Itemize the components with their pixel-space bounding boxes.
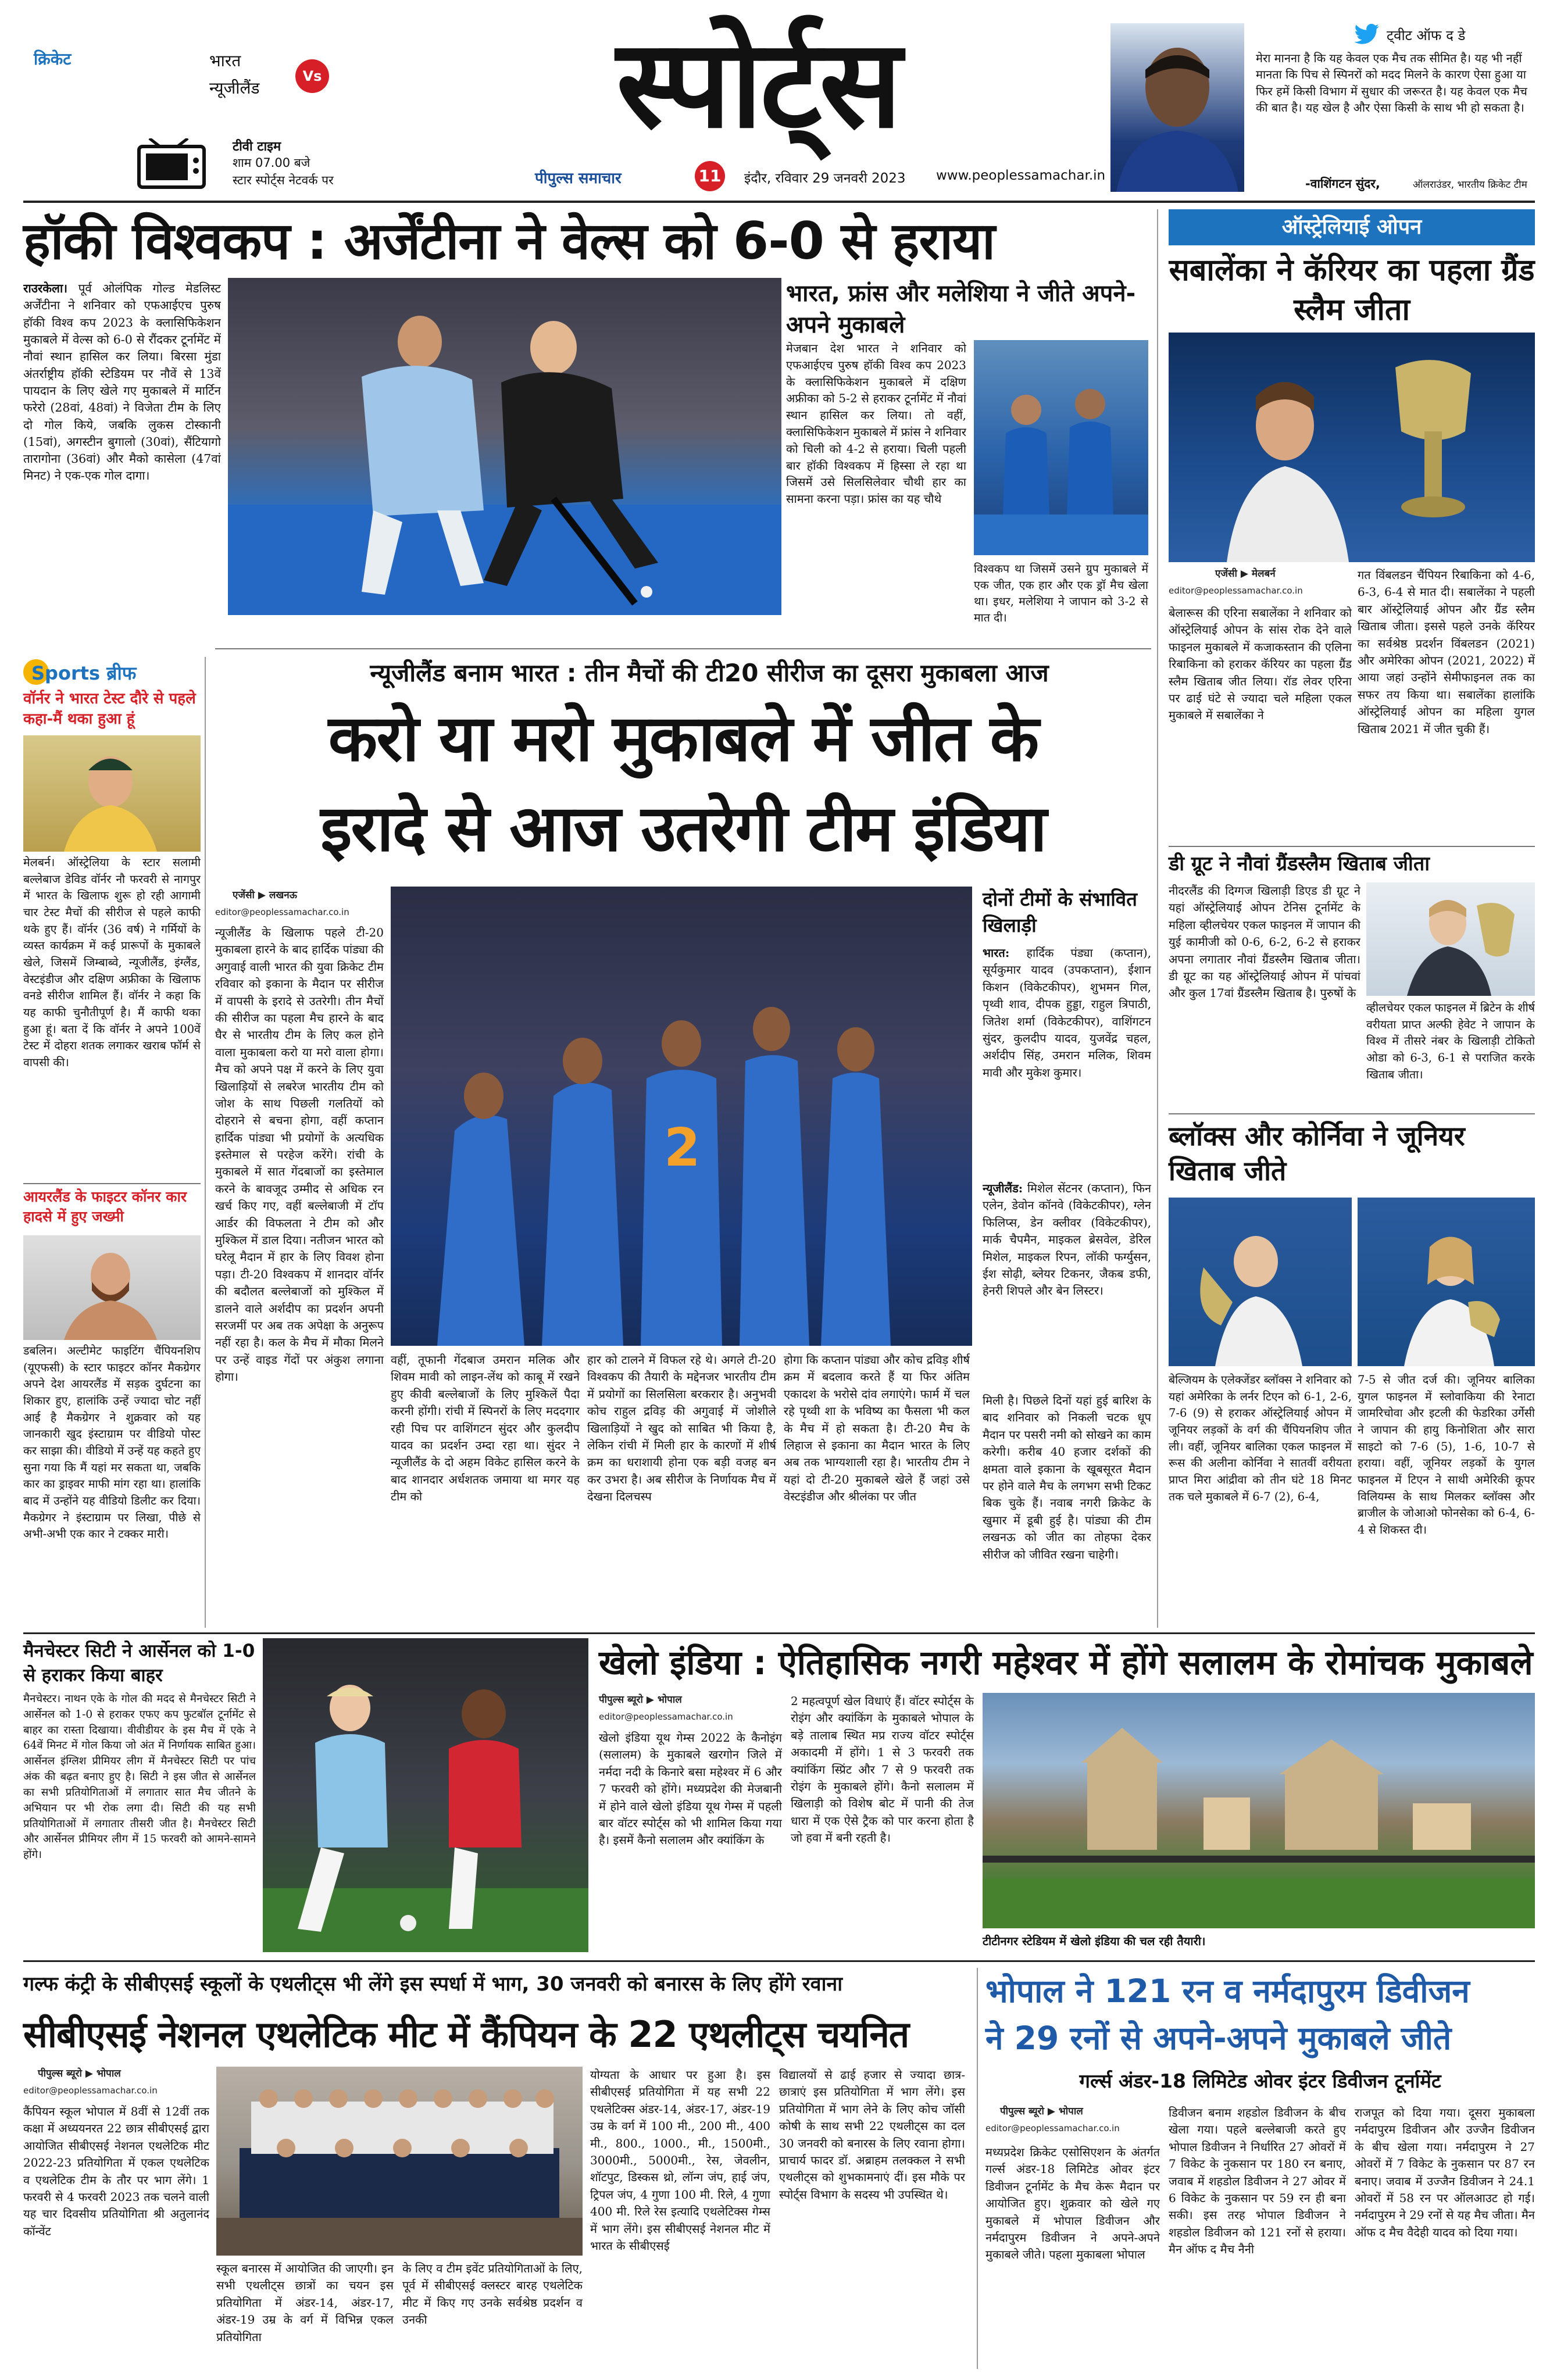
degroot-divider xyxy=(1169,846,1535,847)
stadium-caption: टीटीनगर स्टेडियम में खेलो इंडिया की चल रही तैयारी। xyxy=(983,1934,1206,1948)
bhopal-headline-line2: ने 29 रनों से अपने-अपने मुकाबले जीते xyxy=(985,2020,1452,2057)
twitter-icon xyxy=(1355,23,1380,44)
hockey-subheadline: भारत, फ्रांस और मलेशिया ने जीते अपने-अपने मुकाबले xyxy=(786,280,1136,338)
aus-open-email: editor@peoplessamachar.co.in xyxy=(1169,585,1303,596)
cricket-headline-line1: करो या मरो मुकाबले में जीत के xyxy=(328,701,1038,776)
bhopal-email: editor@peoplessamachar.co.in xyxy=(985,2123,1120,2134)
tweet-author: -वाशिंगटन सुंदर, xyxy=(1305,177,1380,191)
hockey-dateline: राउरकेला। xyxy=(23,281,68,295)
left-column-divider xyxy=(205,657,206,1628)
korneeva-photo xyxy=(1358,1198,1535,1366)
team-a: भारत xyxy=(209,51,241,70)
india-squad xyxy=(983,945,1151,1177)
degroot-headline: डी ग्रूट ने नौवां ग्रैंडस्लैम खिताब जीता xyxy=(1169,852,1430,875)
warner-body: मेलबर्न। ऑस्ट्रेलिया के स्टार सलामी बल्लेबाज डेविड वॉर्नर नौ फरवरी से नागपुर में भारत के खिलाफ शुरू हो रही आगामी चार टेस्ट मैचों की सीरीज से पहले काफी थके हुए हैं। वॉर्नर (36 वर्ष) ने गर्मियों के व्यस्त कार्यक्रम में कई प्रारूपों के मुकाबले खेले, जिसमें जिम्बाब्वे, न्यूजीलैंड, इंग्लैंड, वेस्टइंडीज और दक्षिण अफ्रीका के खिलाफ वनडे सीरीज शामिल हैं। वॉर्नर ने कहा कि यह काफी चुनौतीपूर्ण है। मैं काफी थका हुआ हूं। बता दें कि वॉर्नर ने अपने 100वें टेस्ट में दोहरा शतक लगाकर खराब फॉर्म से वापसी की। xyxy=(23,856,201,1069)
tv-time: शाम 07.00 बजे xyxy=(233,156,310,170)
bhopal-divider xyxy=(977,1968,978,2369)
khelo-col1: खेलो इंडिया यूथ गेम्स 2022 के कैनोइंग (सलालम) के मुकाबले खरगोन जिले में नर्मदा नदी के किनारे बसा महेश्वर में 6 और 7 फरवरी को होंगे। मध्यप्रदेश की मेजबानी में होने वाले खेलो इंडिया यूथ गेम्स में पहली बार वॉटर स्पोर्ट्स को भी शामिल किया गया है। इसमें कैनो सलालम और क्यांकिंग के xyxy=(599,1731,782,1847)
tv-icon xyxy=(137,138,206,190)
section-title: स्पोर्ट्स xyxy=(616,13,900,155)
blockx-photo xyxy=(1169,1198,1352,1366)
tweet-author-photo xyxy=(1110,23,1244,192)
team-b: न्यूजीलैंड xyxy=(209,78,260,98)
hockey-sub-story xyxy=(786,340,966,631)
masthead xyxy=(23,13,1535,201)
cricket-email: editor@peoplessamachar.co.in xyxy=(215,907,349,917)
paper-name: पीपुल्स समाचार xyxy=(535,170,622,187)
khelo-col2: 2 महत्वपूर्ण खेल विधाएं हैं। वॉटर स्पोर्ट्स के रोइंग और क्यांकिंग के मुकाबले भोपाल के बड़े तालाब स्थित मप्र राज्य वॉटर स्पोर्ट्स अकादमी में होंगे। 1 से 3 फरवरी तक क्यांकिंग स्प्रिंट और 7 से 9 फरवरी तक रोइंग के मुकाबले होंगे। कैनो सलालम में खिलाड़ी को विशेष बोट में पानी की तेज धारा में एक ऐसे ट्रैक को पार करना होता है जो हवा में बनी रहती है। xyxy=(791,1694,974,1845)
tweet-text: मेरा मानना है कि यह केवल एक मैच तक सीमित है। यह भी नहीं मानता कि पिच से स्पिनरों को मदद मिलने के कारण ऐसा हुआ या फिर हमें किसी विभाग में सुधार की जरूरत है। यह केवल एक मैच की बात है। यह खेल है और ऐसा किसी के साथ भी हो सकता है। xyxy=(1256,51,1527,115)
sports-brief-label xyxy=(23,658,201,687)
match-category: क्रिकेट xyxy=(34,49,72,69)
mcgregor-divider xyxy=(23,1183,201,1184)
hockey-sub-story-2: विश्वकप था जिसमें उसने ग्रुप मुकाबले में एक जीत, एक हार और एक ड्रॉ मैच खेला था। इधर, मलेशिया ने जापान को 3-2 से मात दी। xyxy=(974,562,1148,624)
vs-badge: Vs xyxy=(295,59,329,93)
degroot-photo xyxy=(1366,882,1535,996)
svg-text:2: 2 xyxy=(664,1117,701,1178)
page-number: 11 xyxy=(695,161,725,191)
tv-network: स्टार स्पोर्ट्स नेटवर्क पर xyxy=(233,173,334,187)
website: www.peoplessamachar.in xyxy=(936,168,1106,183)
cricket-kicker: न्यूजीलैंड बनाम भारत : तीन मैचों की टी20 सीरीज का दूसरा मुकाबला आज xyxy=(370,659,1049,687)
bhopal-subheadline: गर्ल्स अंडर-18 लिमिटेड ओवर इंटर डिवीजन टूर्नामेंट xyxy=(1079,2070,1441,2092)
cbse-kicker: गल्फ कंट्री के सीबीएसई स्कूलों के एथलीट्स भी लेंगे इस स्पर्धा में भाग, 30 जनवरी को बनारस के लिए होंगे रवाना xyxy=(23,1972,843,1996)
squads-heading: दोनों टीमों के संभावित खिलाड़ी xyxy=(983,888,1137,937)
sabalenka-photo xyxy=(1169,333,1535,562)
cbse-col4: योग्यता के आधार पर हुआ है। इस सीबीएसई प्रतियोगिता में यह सभी 22 एथलेटिक्स अंडर-14, अंडर-17, अंडर-19 उम्र के वर्ग में 100 मी., 200 मी., 400 मी., 800., 1000., मी., 1500मी., 3000मी., 5000मी., रेस, जेवलीन, शॉटपुट, डिस्कस थ्रो, लॉन्ग जंप, हाई जंप, ट्रिपल जंप, 4 गुणा 100 मी. रिले, 4 गुणा 400 मी. रिले रेस इत्यादि एथलेटिक्स गेम्स में भाग लेंगे। इस सीबीएसई नेशनल मीट में भारत के सीबीएसई xyxy=(590,2068,770,2253)
lower-divider xyxy=(23,1632,1535,1634)
india-hockey-photo xyxy=(974,340,1148,555)
tv-channel: टीवी टाइम xyxy=(233,140,281,154)
degroot-body: नीदरलैंड की दिग्गज खिलाड़ी डिएड डी ग्रूट ने यहां ऑस्ट्रेलियाई ओपन टेनिस टूर्नामेंट के महिला व्हीलचेयर एकल फाइनल में जापान की युई कामीजी को 0-6, 6-2, 6-2 से हराकर अपना लगातार नौवां ग्रैंडस्लैम खिताब जीता। डी ग्रूट का यह ऑस्ट्रेलियाई ओपन में पांचवां और कुल 17वां ग्रैंडस्लैम खिताब है। पुरुषों के xyxy=(1169,884,1360,1000)
cricket-headline-line2: इरादे से आज उतरेगी टीम इंडिया xyxy=(320,791,1046,866)
team-india-photo xyxy=(391,887,972,1346)
cbse-col2: स्कूल बनारस में आयोजित की जाएगी। इन सभी एथलीट्स छात्रों का चयन इस प्रतियोगिता में अंडर-14, अंडर-17, अंडर-19 उम्र के वर्ग में विभिन्न एकल प्रतियोगिता xyxy=(216,2261,394,2344)
hockey-photo xyxy=(228,278,781,615)
right-column-divider xyxy=(1157,209,1158,1628)
bhopal-col2: डिवीजन बनाम शहडोल डिवीजन के बीच खेला गया। पहले बल्लेबाजी करते हुए भोपाल डिवीजन ने निर्धारित 27 ओवरों में 7 विकेट के नुकसान पर 180 रन बनाए, जवाब में शहडोल डिवीजन ने 27 ओवर में 6 विकेट के नुकसान पर 59 रन ही बना सकी। इस तरह भोपाल डिवीजन ने शहडोल डिवीजन को 121 रनों से हराया। मैन ऑफ द मैच नैनी xyxy=(1169,2106,1346,2257)
cricket-col4: होगा कि कप्तान पांड्या और कोच द्रविड़ शीर्ष क्रम में बदलाव करते हैं या फिर अंतिम एकादश के भरोसे दांव लगाएंगे। फार्म में चल रहे पृथ्वी शा के भविष्य का फैसला भी कल के मैच में हो सकता है। टी-20 मैच के लिहाज से इकाना का मैदान भारत के लिए अब तक भाग्यशाली रहा है। भारतीय टीम ने यहां दो टी-20 मुकाबले खेले हैं जहां उसे वेस्टइंडीज और श्रीलंका पर जीत xyxy=(784,1353,970,1504)
cbse-col5: विद्यालयों से ढाई हजार से ज्यादा छात्र-छात्राएं इस प्रतियोगिता में भाग लेंगे। इस प्रतियोगिता में भाग लेने के लिए कोच जॉसी कोषी के साथ सभी 22 एथलीट्स का दल 30 जनवरी को बनारस के लिए रवाना होगा। प्राचार्य फादर डॉ. अब्राहम तलक्कल ने सभी एथलीट्स को शुभकामनाएं दीं। इस मौके पर स्पोर्ट्स विभाग के सदस्य भी उपस्थित थे। xyxy=(779,2068,965,2202)
mcgregor-body: डबलिन। अल्टीमेट फाइटिंग चैंपियनशिप (यूएफसी) के स्टार फाइटर कॉनर मैकग्रेगर अपने देश आयरलैंड में सड़क दुर्घटना का शिकार हुए, हालांकि उन्हें ज्यादा चोट नहीं आई है मैकग्रेगर ने शुक्रवार को यह जानकारी खुद इंस्टाग्राम पर वीडियो पोस्ट कर साझा की। वीडियो में उन्हें यह कहते हुए सुना गया कि मैं यहां मर सकता था, जबकि कार का ड्राइवर माफी मांग रहा था। हालांकि बाद में उन्होंने यह वीडियो डिलीट कर दिया। मैकग्रेगर ने इंस्टाग्राम पर लिखा, पीछे से अभी-अभी एक कार ने टक्कर मारी। xyxy=(23,1344,201,1541)
city-headline: मैनचेस्टर सिटी ने आर्सेनल को 1-0 से हराकर किया बाहर xyxy=(23,1641,255,1686)
cbse-email: editor@peoplessamachar.co.in xyxy=(23,2085,158,2096)
aus-open-headline: सबालेंका ने कॅरियर का पहला ग्रैंड स्लैम जीता xyxy=(1169,253,1535,327)
tweet-author-role: ऑलराउंडर, भारतीय क्रिकेट टीम xyxy=(1413,179,1527,191)
cricket-byline: एजेंसी ▶ लखनऊ xyxy=(233,889,298,901)
junior-body-1: बेल्जियम के एलेक्जेंडर ब्लॉक्स ने शनिवार को यहां अमेरिका के लर्नर टिएन को 6-1, 2-6, 7-6 (9) से हराकर ऑस्ट्रेलियाई ओपन में जूनियर लड़कों के वर्ग की चैंपियनशिप जीत ली। वहीं, जूनियर बालिका एकल फाइनल में रूस की अलीना कोर्निवा ने सातवीं वरीयता प्राप्त मिरा आंद्रीवा को तीन घंटे 18 मिनट तक चले मुकाबले में 6-7 (2), 6-4, xyxy=(1169,1373,1352,1503)
junior-body-2: 7-5 से जीत दर्ज की। जूनियर बालिका युगल फाइनल में स्लोवाकिया की रेनाटा जामरिचोवा और इटली की फेडरिका उर्गेसी ने जापान की हायु किनोशिता और सारा साइटो को 7-6 (5), 1-6, 10-7 से हराया। वहीं, जूनियर लड़कों के युगल फाइनल में टिएन ने साथी अमेरिकी कूपर विलियम्स के साथ मिलकर ब्लॉक्स और ब्राजील के जोआओ फोनसेका को 6-4, 6-4 से शिकस्त दी। xyxy=(1358,1373,1535,1536)
tv-box xyxy=(23,134,465,198)
junior-divider xyxy=(1169,1113,1535,1114)
sports-brief-text: Sports ब्रीफ xyxy=(31,662,137,684)
bhopal-col1: मध्यप्रदेश क्रिकेट एसोसिएशन के अंतर्गत गर्ल्स अंडर-18 लिमिटेड ओवर इंटर डिवीजन टूर्नामेंट के मैच केरू मैदान पर आयोजित हुए। शुक्रवार को खेले गए मुकाबले में भोपाल डिवीजन और नर्मदापुरम डिवीजन ने अपने-अपने मुकाबले जीते। पहला मुकाबला भोपाल xyxy=(985,2145,1160,2262)
paper-strip xyxy=(517,160,1128,192)
nz-squad-text: मिशेल सेंटनर (कप्तान), फिन एलेन, डेवोन कॉनवे (विकेटकीपर), ग्लेन फिलिप्स, डेन क्लीवर (विकेटकीपर), मार्क चैपमैन, माइकल ब्रेसवेल, डेरिल मिशेल, माइकल रिपन, लॉकी फर्ग्युसन, ईश सोढ़ी, ब्लेयर टिकनर, जैकब डफी, हेनरी शिपले और बेन लिस्टर। xyxy=(983,1181,1151,1298)
cricket-col5: मिली है। पिछले दिनों यहां हुई बारिश के बाद शनिवार को निकली चटक धूप मैदान पर पसरी नमी को सोखने का काम करेगी। करीब 40 हजार दर्शकों की क्षमता वाले इकाना के खूबसूरत मैदान पर होने वाले मैच के लगभग सभी टिकट बिक चुके हैं। नवाब नगरी क्रिकेट के खुमार में डूबी हुई है। पांड्या की टीम लखनऊ को जीत का तोहफा देकर सीरीज को जीवित रखना चाहेगी। xyxy=(983,1393,1151,1561)
tweet-label: ट्वीट ऑफ द डे xyxy=(1387,27,1466,44)
nz-label: न्यूजीलैंड: xyxy=(983,1181,1023,1195)
cbse-col1: कैंपियन स्कूल भोपाल में 8वीं से 12वीं तक कक्षा में अध्ययनरत 22 छात्र सीबीएसई द्वारा आयोजित सीबीएसई नेशनल एथलेटिक मीट 2022-23 प्रतियोगिता में एकल एथलेटिक व एथलेटिक टीम के तौर पर भाग लेंगे। 1 फरवरी से 4 फरवरी 2023 तक चलने वाली यह चार दिवसीय प्रतियोगिता श्री अतुलानंद कॉन्वेंट xyxy=(23,2104,209,2238)
cbse-byline: पीपुल्स ब्यूरो ▶ भोपाल xyxy=(38,2068,121,2079)
aus-open-body-left: बेलारूस की एरिना सबालेंका ने शनिवार को ऑस्ट्रेलियाई ओपन के सांस रोक देने वाले फाइनल मुकाबले में कजाकस्तान की एलिना रिबाकिना को हराकर कॅरियर का पहला ग्रैंड स्लैम खिताब जीत लिया। रॉड लेवर एरिना पर ढाई घंटे से ज्यादा चले महिला एकल मुकाबले में सबालेंका ने xyxy=(1169,606,1352,723)
hockey-body: पूर्व ओलंपिक गोल्ड मेडलिस्ट अर्जेंटीना ने शनिवार को एफआईएच पुरुष हॉकी विश्व कप 2023 के क्लासिफिकेशन मुकाबले में वेल्स को 6-0 से रौंदकर टूर्नामेंट में नौवां स्थान हासिल कर लिया। बिरसा मुंडा अंतर्राष्ट्रीय हॉकी स्टेडियम पर नौवें से 13वें पायदान के लिए खेले गए मुकाबले में मार्टिन फरेरो (28वां, 48वां) ने विजेता टीम के लिए दो गोल किये, जबकि लुकस टोस्कानी (15वां), अगस्टीन बुगालो (30वां), सैंटियागो तारागोना (36वां) और मैको कासेला (47वां मिनट) ने एक-एक गोल दागा। xyxy=(23,281,221,483)
bhopal-headline-line1: भोपाल ने 121 रन व नर्मदापुरम डिवीजन xyxy=(985,1972,1470,2010)
warner-photo xyxy=(23,735,201,852)
bhopal-col3: राजपूत को दिया गया। दूसरा मुकाबला नर्मदापुरम डिवीजन और उज्जैन डिवीजन के बीच खेला गया। नर्मदापुरम ने 27 ओवरों में 7 विकेट के नुकसान पर 87 रन बनाए। जवाब में उज्जैन डिवीजन ने 24.1 ओवरों में 58 रन पर ऑलआउट हो गई। नर्मदापुरम ने 29 रनों से यह मैच जीता। मैन ऑफ द मैच वैदेही यादव को दिया गया। xyxy=(1355,2106,1535,2239)
warner-headline: वॉर्नर ने भारत टेस्ट दौरे से पहले कहा-मैं थका हुआ हूं xyxy=(23,690,196,728)
masthead-divider xyxy=(23,201,1535,203)
mcgregor-headline: आयरलैंड के फाइटर कॉनर कार हादसे में हुए जख्मी xyxy=(23,1188,187,1225)
hockey-story xyxy=(23,280,221,484)
hockey-headline: हॉकी विश्वकप : अर्जेंटीना ने वेल्स को 6-0 से हराया xyxy=(23,211,995,271)
aus-open-byline: एजेंसी ▶ मेलबर्न xyxy=(1215,568,1276,580)
mcgregor-photo xyxy=(23,1235,201,1340)
cbse-team-photo xyxy=(216,2067,583,2256)
cricket-col3: हार को टालने में विफल रहे थे। अगले टी-20 विश्वकप की तैयारी के मद्देनजर भारतीय टीम में प्रयोगों का सिलसिला बरकरार है। अनुभवी कोच राहुल द्रविड़ की अगुवाई में जोशीले खिलाड़ियों ने खुद को साबित भी किया है, लेकिन रांची में मिली हार के कारणों में शीर्ष क्रम का धराशायी होना एक बड़ी वजह बन कर उभरा है। अब सीरीज के निर्णायक मैच में देखना दिलचस्प xyxy=(587,1353,776,1504)
tweet-box xyxy=(1250,23,1535,198)
stadium-photo xyxy=(983,1693,1535,1928)
junior-headline: ब्लॉक्स और कोर्निवा ने जूनियर खिताब जीते xyxy=(1169,1120,1465,1187)
khelo-headline: खेलो इंडिया : ऐतिहासिक नगरी महेश्वर में होंगे सलालम के रोमांचक मुकाबले xyxy=(599,1643,1533,1682)
india-label: भारत: xyxy=(983,946,1010,960)
cricket-col2: वहीं, तूफानी गेंदबाज उमरान मलिक और शिवम मावी को लाइन-लेंथ को काबू में रखने हुए कीवी बल्लेबाजों के लिए मुश्किलें पैदा करनी होंगी। रांची में स्पिनरों के लिए मददगार रही पिच पर वाशिंगटन सुंदर और कुलदीप यादव का प्रदर्शन उम्दा रहा था। सुंदर ने न्यूजीलैंड के दो अहम विकेट हासिल करने के बाद शानदार अर्धशतक जमाया था मगर यह टीम को xyxy=(391,1353,580,1504)
aus-open-banner: ऑस्ट्रेलियाई ओपन xyxy=(1169,209,1535,245)
khelo-email: editor@peoplessamachar.co.in xyxy=(599,1711,733,1722)
cricket-top-divider xyxy=(215,648,1151,649)
nz-squad xyxy=(983,1180,1151,1389)
cbse-col3: के लिए व टीम इवेंट प्रतियोगिताओं के लिए, पूर्व में सीबीएसई क्लस्टर बारह एथलेटिक मीट में किए गए उनके सर्वश्रेष्ठ प्रदर्शन व उनकी xyxy=(402,2261,583,2327)
bhopal-byline: पीपुल्स ब्यूरो ▶ भोपाल xyxy=(1000,2106,1083,2117)
dateline: इंदौर, रविवार 29 जनवरी 2023 xyxy=(744,171,906,186)
hockey-sub-body: मेजबान देश भारत ने शनिवार को एफआईएच पुरुष हॉकी विश्व कप 2023 के क्लासिफिकेशन मुकाबले में दक्षिण अफ्रीका को 5-2 से हराकर टूर्नामेंट में नौवां स्थान हासिल कर लिया। तो वहीं, क्लासिफिकेशन मुकाबले में फ्रांस ने शनिवार को चिली को 4-2 से हराया। चिली पहली बार हॉकी विश्वकप में हिस्सा ले रहा था जिसमें उसे सिलसिलेवार चौथी हार का सामना करना पड़ा। फ्रांस का यह चौथे xyxy=(786,341,966,506)
degroot-body-2: व्हीलचेयर एकल फाइनल में ब्रिटेन के शीर्ष वरीयता प्राप्त अल्फी हेवेट ने जापान के विश्व में तीसरे नंबर के खिलाड़ी टोकितो ओडा को 6-3, 6-1 से पराजित करके खिताब जीता। xyxy=(1366,1001,1535,1081)
aus-open-body-right: गत विंबलडन चैंपियन रिबाकिना को 4-6, 6-3, 6-4 से मात दी। सबालेंका ने पहली बार ऑस्ट्रेलियाई ओपन और ग्रैंड स्लैम खिताब जीता। इससे पहले उनके कॅरियर का सर्वश्रेष्ठ प्रदर्शन विंबलडन (2021) और अमेरिका ओपन (2021, 2022) में आया जहां उन्होंने सेमीफाइनल तक का सफर तय किया था। सबालेंका हालांकि ऑस्ट्रेलियाई ओपन का महिला युगल खिताब 2021 में जीत चुकी हैं। xyxy=(1358,568,1535,736)
city-arsenal-photo xyxy=(263,1638,588,1952)
cricket-col1: न्यूजीलैंड के खिलाफ पहले टी-20 मुकाबला हारने के बाद हार्दिक पांड्या की अगुवाई वाली भारत की युवा क्रिकेट टीम रविवार को इकाना के मैदान पर सीरीज में वापसी के इरादे से उतरेगी। तीन मैचों की सीरीज का पहला मैच हारने के बाद घैर से भारतीय टीम के लिए कल होने वाला मुकाबला करो या मरो वाला होगा। मैच को अपने पक्ष में करने के लिए युवा खिलाड़ियों से लबरेज भारतीय टीम को जोश के साथ पिछली गलतियों को दोहराने से बचना होगा, वहीं कप्तान हार्दिक पांड्या भी प्रयोगों के अत्यधिक इस्तेमाल से परहेज करेंगे। रांची के मुकाबले में सात गेंदबाजों का इस्तेमाल करने के बावजूद उम्मीद से अधिक रन खर्च किए गए, वहीं बल्लेबाजी में टॉप आर्डर की विफलता ने टीम को और मुश्किल में डाल दिया। नतीजन भारत को घरेलू मैदान में हार के लिए विवश होना पड़ा। टी-20 विश्वकप में शानदार वॉर्नर की बदौलत बल्लेबाजों को मुश्किल में डालने वाले अर्शदीप का प्रदर्शन अपनी सरजमीं पर अब तक अपेक्षा के अनुरूप नहीं रहा है। कल के मैच में मौका मिलने पर उन्हें वाइड गेंदों पर अंकुश लगाना होगा। xyxy=(215,925,384,1384)
india-squad-text: हार्दिक पंड्या (कप्तान), सूर्यकुमार यादव (उपकप्तान), ईशान किशन (विकेटकीपर), शुभमन गिल, पृथ्वी शाव, दीपक हुड्डा, राहुल त्रिपाठी, जितेश शर्मा (विकेटकीपर), वाशिंगटन सुंदर, कुलदीप यादव, युजवेंद्र चहल, अर्शदीप सिंह, उमरान मलिक, शिवम मावी और मुकेश कुमार। xyxy=(983,946,1151,1080)
cbse-headline: सीबीएसई नेशनल एथलेटिक मीट में कैंपियन के 22 एथलीट्स चयनित xyxy=(23,2013,909,2056)
city-body: मैनचेस्टर। नाथन एके के गोल की मदद से मैनचेस्टर सिटी ने आर्सेनल को 1-0 से हराकर एफए कप फुटबॉल टूर्नामेंट से बाहर का रास्ता दिखाया। वीवीडीयर के इस मैच में एके ने 64वें मिनट में गोल किया जो अंत में निर्णायक साबित हुआ। आर्सेनल इंग्लिश प्रीमियर लीग में मैनचेस्टर सिटी पर पांच अंक की बढ़त बनाए हुए है। सिटी ने इस जीत से आर्सेनल का सभी प्रतियोगिताओं में लगातार सात मैच जीतने के अभियान पर भी रोक लगा दी। सिटी की यह सभी प्रतियोगिताओं में लगातार तीसरी जीत है। मैनचेस्टर सिटी और आर्सेनल प्रीमियर लीग में 15 फरवरी को आमने-सामने होंगे। xyxy=(23,1693,256,1861)
match-box xyxy=(23,17,349,134)
khelo-byline: पीपुल्स ब्यूरो ▶ भोपाल xyxy=(599,1694,682,1706)
cbse-divider xyxy=(23,1960,1535,1962)
